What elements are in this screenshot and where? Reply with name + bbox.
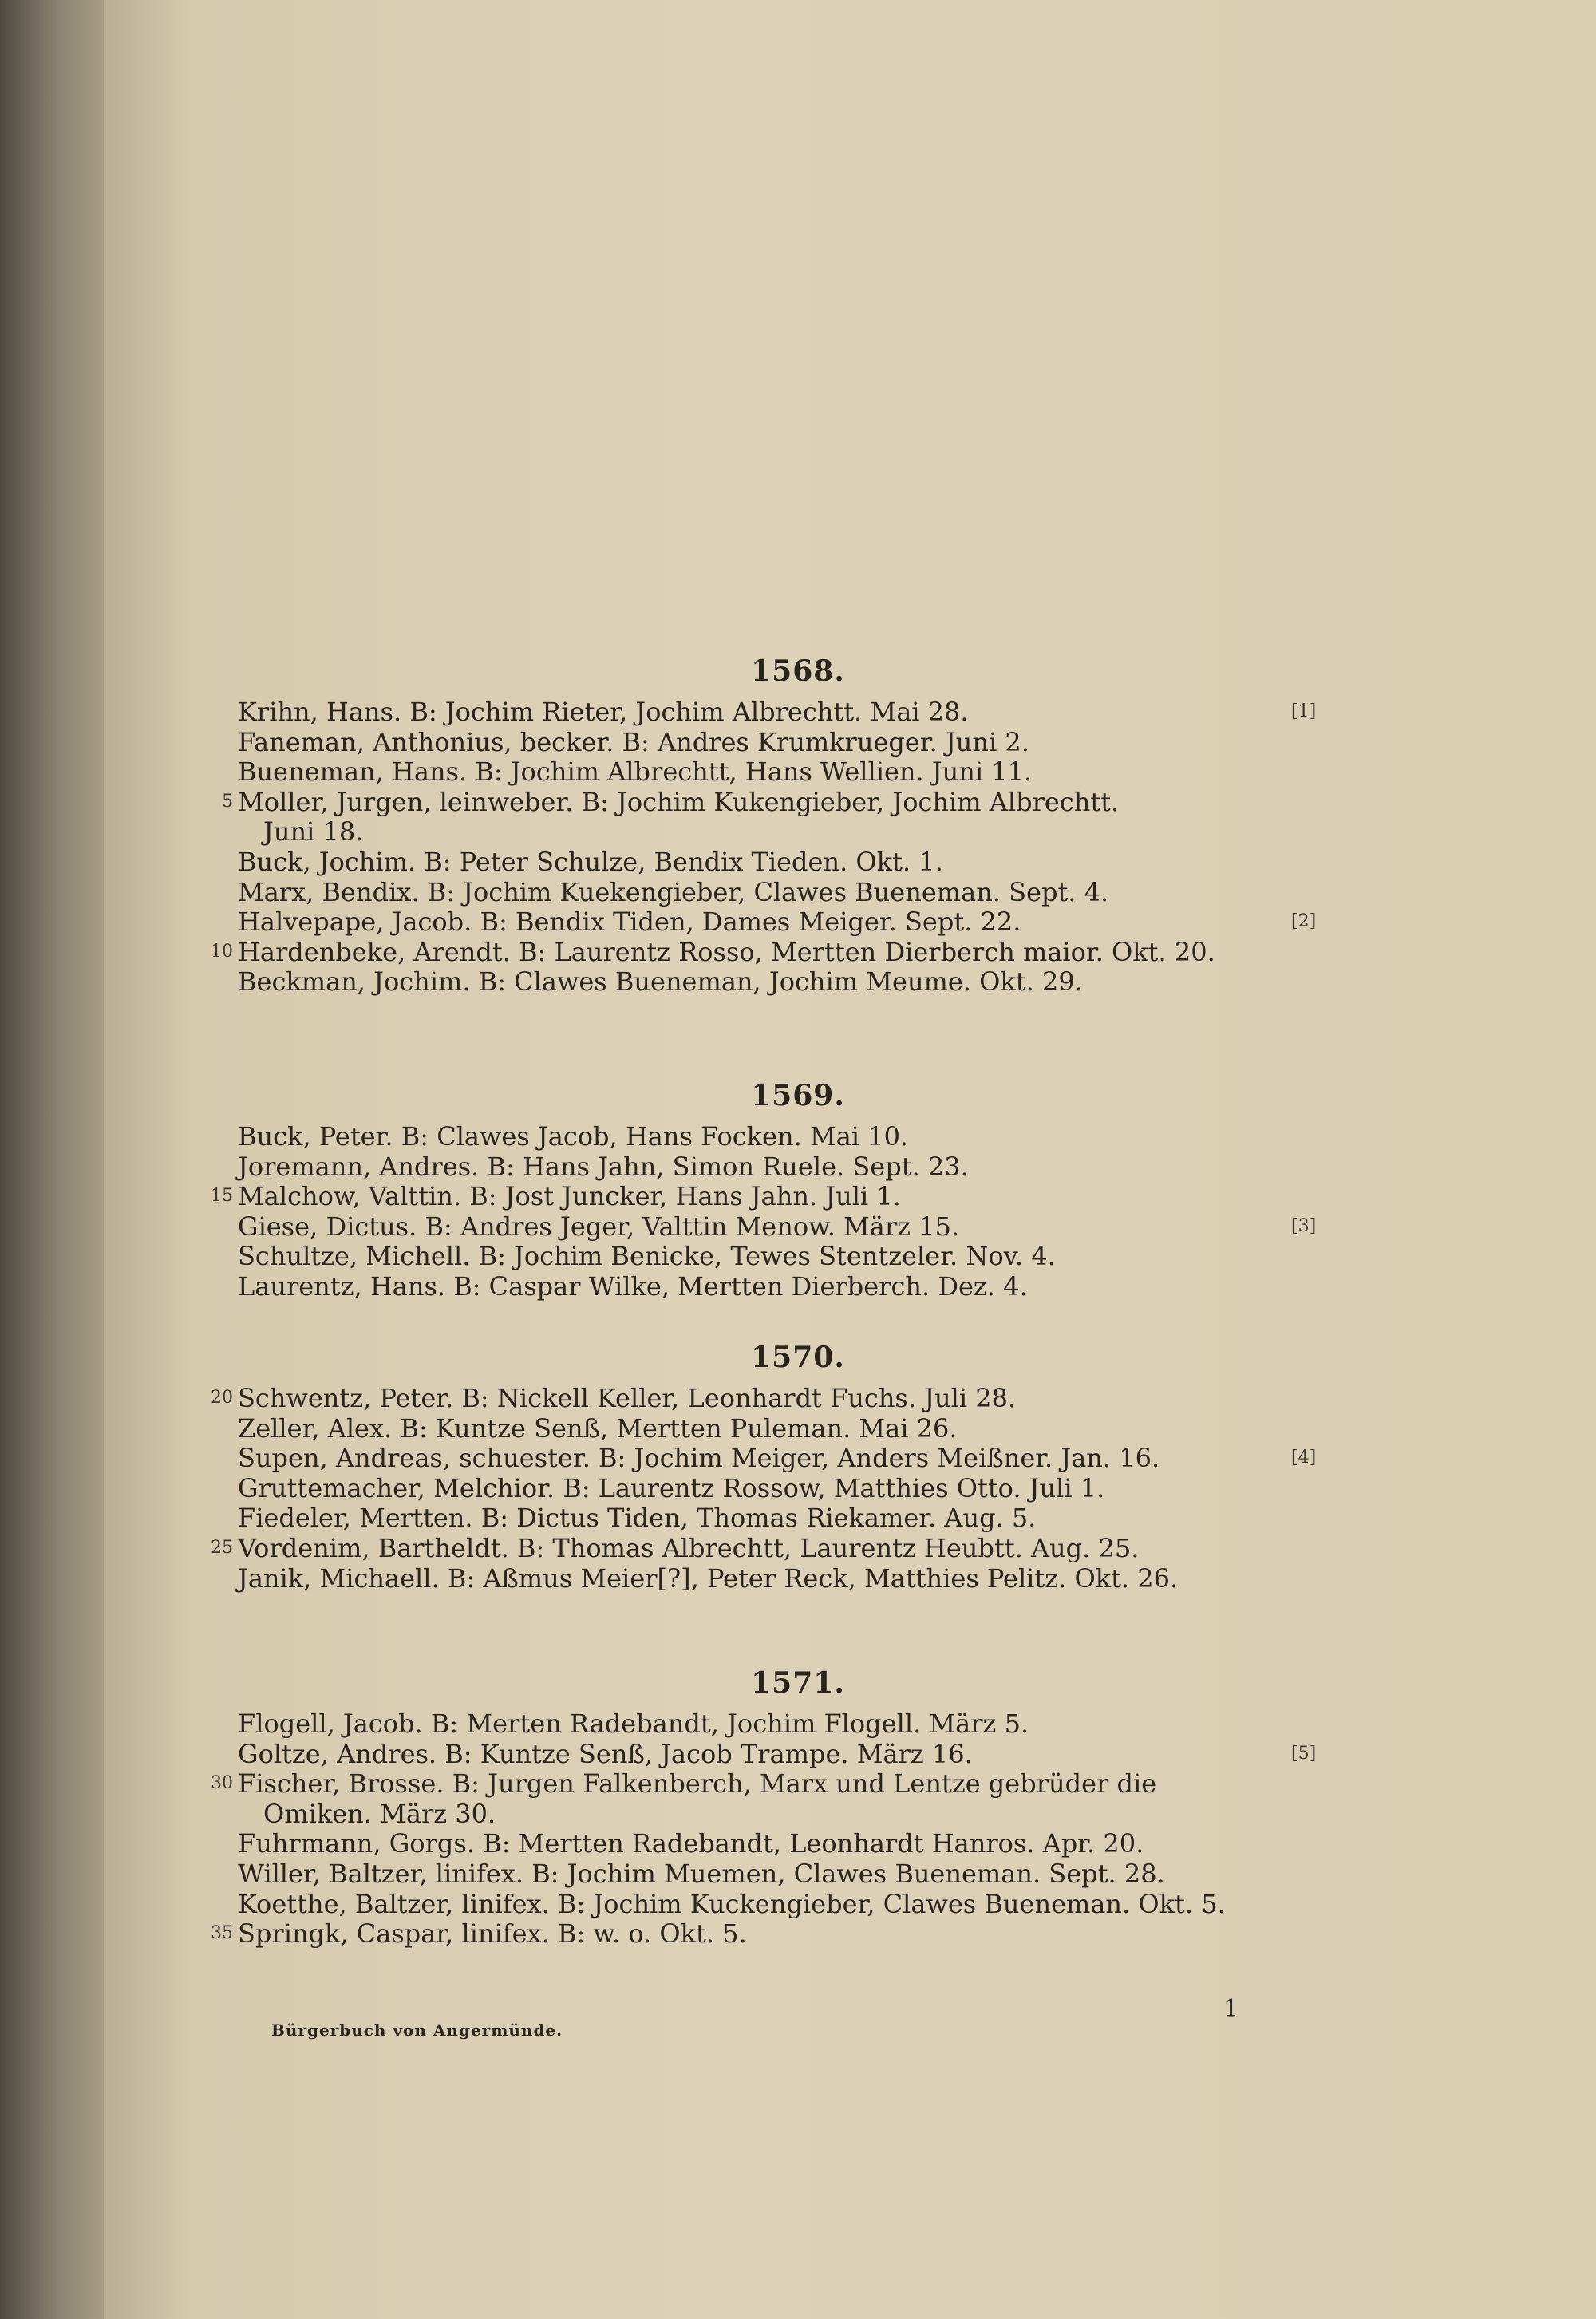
register-entry: Goltze, Andres. B: Kuntze Senß, Jacob Trampe. März 16. bbox=[238, 1738, 973, 1769]
register-entry: Janik, Michaell. B: Aßmus Meier[?], Peter Reck, Matthies Pelitz. Okt. 26. bbox=[238, 1562, 1179, 1594]
register-entry: Malchow, Valttin. B: Jost Juncker, Hans Jahn. Juli 1. bbox=[238, 1181, 901, 1212]
line-number: 30 bbox=[211, 1773, 233, 1794]
register-entry: Krihn, Hans. B: Jochim Rieter, Jochim Albrechtt. Mai 28. bbox=[238, 697, 969, 727]
register-entry: Giese, Dictus. B: Andres Jeger, Valttin Menow. März 15. bbox=[238, 1211, 960, 1242]
register-entry: Supen, Andreas, schuester. B: Jochim Meiger, Anders Meißner. Jan. 16. bbox=[238, 1443, 1160, 1474]
register-entry: Beckman, Jochim. B: Clawes Bueneman, Jochim Meume. Okt. 29. bbox=[238, 966, 1083, 998]
year-heading: 1568. bbox=[751, 654, 845, 688]
register-entry: Halvepape, Jacob. B: Bendix Tiden, Dames Meiger. Sept. 22. bbox=[238, 907, 1021, 938]
register-entry: Schwentz, Peter. B: Nickell Keller, Leonhardt Fuchs. Juli 28. bbox=[238, 1383, 1017, 1413]
line-number: 15 bbox=[211, 1186, 233, 1207]
register-entry: Moller, Jurgen, leinweber. B: Jochim Kukengieber, Jochim Albrechtt. bbox=[238, 786, 1120, 817]
register-entry: Koetthe, Baltzer, linifex. B: Jochim Kuckengieber, Clawes Bueneman. Okt. 5. bbox=[238, 1888, 1226, 1919]
entry-continuation: Omiken. März 30. bbox=[263, 1798, 496, 1829]
footer-book-title: Bürgerbuch von Angermünde. bbox=[271, 2021, 563, 2040]
footnote-marker: [3] bbox=[1291, 1215, 1317, 1236]
register-entry: Schultze, Michell. B: Jochim Benicke, Tewes Stentzeler. Nov. 4. bbox=[238, 1241, 1056, 1272]
register-entry: Hardenbeke, Arendt. B: Laurentz Rosso, Mertten Dierberch maior. Okt. 20. bbox=[238, 936, 1215, 967]
year-heading: 1571. bbox=[751, 1666, 845, 1700]
register-entry: Flogell, Jacob. B: Merten Radebandt, Jochim Flogell. März 5. bbox=[238, 1709, 1029, 1739]
footer-signature-mark: 1 bbox=[1223, 1995, 1239, 2023]
line-number: 35 bbox=[211, 1923, 233, 1944]
register-entry: Gruttemacher, Melchior. B: Laurentz Rossow, Matthies Otto. Juli 1. bbox=[238, 1472, 1105, 1503]
register-entry: Vordenim, Bartheldt. B: Thomas Albrechtt, Laurentz Heubtt. Aug. 25. bbox=[238, 1533, 1140, 1563]
footnote-marker: [5] bbox=[1291, 1743, 1317, 1764]
footnote-marker: [4] bbox=[1291, 1448, 1317, 1468]
line-number: 20 bbox=[211, 1388, 233, 1408]
register-entry: Laurentz, Hans. B: Caspar Wilke, Mertten Dierberch. Dez. 4. bbox=[238, 1271, 1028, 1302]
line-number: 10 bbox=[211, 941, 233, 962]
register-entry: Zeller, Alex. B: Kuntze Senß, Mertten Puleman. Mai 26. bbox=[238, 1412, 958, 1444]
register-entry: Willer, Baltzer, linifex. B: Jochim Muemen, Clawes Bueneman. Sept. 28. bbox=[238, 1859, 1165, 1889]
footnote-marker: [2] bbox=[1291, 911, 1317, 932]
register-entry: Joremann, Andres. B: Hans Jahn, Simon Ruele. Sept. 23. bbox=[238, 1151, 969, 1182]
year-heading: 1570. bbox=[751, 1341, 845, 1374]
register-entry: Springk, Caspar, linifex. B: w. o. Okt. 5. bbox=[238, 1918, 747, 1950]
line-number: 5 bbox=[222, 791, 233, 812]
footnote-marker: [1] bbox=[1291, 701, 1317, 721]
register-entry: Fiedeler, Mertten. B: Dictus Tiden, Thomas Riekamer. Aug. 5. bbox=[238, 1503, 1037, 1534]
register-entry: Fischer, Brosse. B: Jurgen Falkenberch, Marx und Lentze gebrüder die bbox=[238, 1768, 1157, 1799]
register-entry: Bueneman, Hans. B: Jochim Albrechtt, Hans Wellien. Juni 11. bbox=[238, 757, 1033, 788]
entry-continuation: Juni 18. bbox=[263, 816, 364, 847]
year-heading: 1569. bbox=[751, 1079, 845, 1112]
register-entry: Marx, Bendix. B: Jochim Kuekengieber, Clawes Bueneman. Sept. 4. bbox=[238, 876, 1109, 907]
line-number: 25 bbox=[211, 1538, 233, 1558]
register-entry: Faneman, Anthonius, becker. B: Andres Krumkrueger. Juni 2. bbox=[238, 726, 1029, 757]
register-entry: Buck, Peter. B: Clawes Jacob, Hans Focken. Mai 10. bbox=[238, 1121, 909, 1152]
register-entry: Fuhrmann, Gorgs. B: Mertten Radebandt, Leonhardt Hanros. Apr. 20. bbox=[238, 1828, 1144, 1859]
register-entry: Buck, Jochim. B: Peter Schulze, Bendix Tieden. Okt. 1. bbox=[238, 847, 943, 877]
